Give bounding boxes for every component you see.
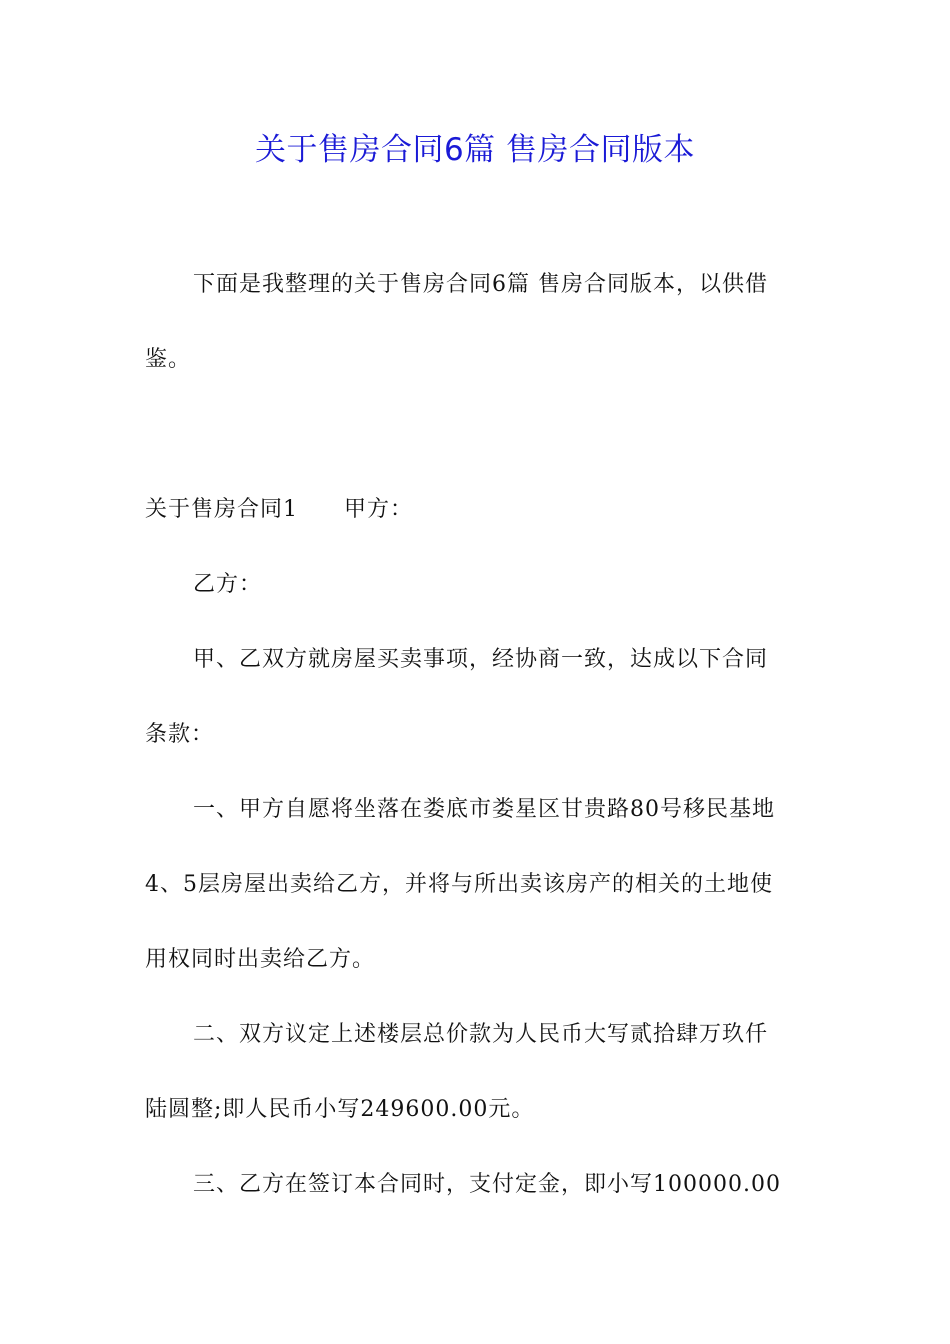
clause-1-line-2: 4、5层房屋出卖给乙方，并将与所出卖该房产的相关的土地使	[145, 872, 773, 897]
clause-1-line-3: 用权同时出卖给乙方。	[145, 947, 376, 972]
clause-2-line-2: 陆圆整;即人民币小写249600.00元。	[145, 1097, 535, 1122]
preamble-line-2: 条款：	[145, 722, 215, 747]
intro-line-1: 下面是我整理的关于售房合同6篇 售房合同版本，以供借	[193, 272, 768, 297]
document-title: 关于售房合同6篇 售房合同版本	[254, 132, 696, 168]
clause-1-line-1: 一、甲方自愿将坐落在娄底市娄星区甘贵路80号移民基地	[193, 797, 775, 822]
clause-2-line-1: 二、双方议定上述楼层总价款为人民币大写贰拾肆万玖仟	[193, 1022, 769, 1047]
clause-3-line-1: 三、乙方在签订本合同时，支付定金，即小写100000.00	[193, 1172, 781, 1197]
intro-line-2: 鉴。	[145, 347, 192, 372]
preamble-line-1: 甲、乙双方就房屋买卖事项，经协商一致，达成以下合同	[193, 647, 769, 672]
contract-1-heading: 关于售房合同1 甲方：	[145, 497, 413, 522]
party-b-line: 乙方：	[193, 572, 263, 597]
